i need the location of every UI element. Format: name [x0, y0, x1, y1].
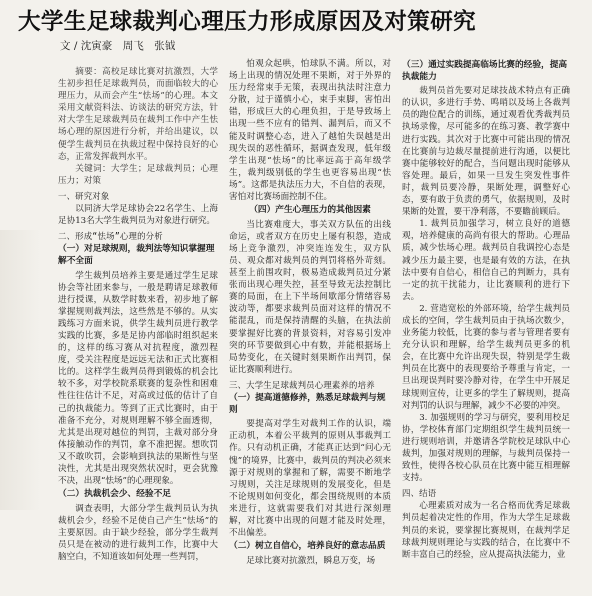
list-item: 1. 裁判员加强学习，树立良好的道德观，培养健康的高尚有很大的帮助。心理品质，减少怯场心理。裁判员自我调控心态是减少压力最主要，也是最有效的方法，在执法中要有自信心，相信自己的判断力，具有一定的抗干扰能力，让比赛顺利的进行下去。	[402, 219, 570, 302]
section-heading: 三、大学生足球裁判员心理素养的培养	[229, 379, 375, 390]
list-item: 3. 加强规则的学习与研究，要利用校足协，学校体育部门定期组织学生裁判员统一进行规则培训，并邀请各学院校足球队中心裁判，加强对规则的理解，与裁判员保持一致性，使得各校心队员在比赛中能互相理解支持。	[402, 412, 570, 484]
paragraph: 心理素质对成为一名合格而优秀足球裁判员起着决定性的作用，作为大学生足球裁判员的来说，要掌握比赛规则，在裁判学足球裁判规则理论与实践的结合，在比赛中不断丰富自己的经验，应从提高执法能力，业	[402, 501, 570, 560]
abstract: 摘要：高校足球比赛对抗激烈，大学生初步担任足球裁判员，而面临较大的心理压力，从而会产生“怯场”的心理。本文采用文献资料法、访谈法的研究方法，针对大学生足球裁判员在裁判工作中产生怯场心理的原因进行分析，并给出建议，以便学生裁判员在执裁过程中保持良好的心态，正常发挥裁判水平。	[58, 67, 218, 162]
column-2	[229, 58, 391, 596]
paragraph: 调查表明，大部分学生裁判员认为执裁机会少，经验不足使自己产生“怯场”的主要原因。由于缺少经验，部分学生裁判员只是在被动的进行裁判工作，比赛中大脑空白，不知道该如何处理一些判罚，	[58, 503, 218, 563]
subsection-heading: （一）对足球规则，裁判法等知识掌握理解不全面	[58, 244, 215, 266]
subsection-heading: （二）树立自信心，培养良好的意志品质	[229, 541, 386, 552]
section-heading: 一、研究对象	[58, 190, 110, 201]
paragraph: 裁判员首先要对足球技战术特点有正确的认识，多进行手势、鸣哨以及场上各裁判员的跑位配合的训练，通过观看优秀裁判员执场录像，尽可能多的在练习赛、教学赛中进行实践。其次对于比赛中可能出现的情况在比赛前与边裁尽量提前进行沟通，以便比赛中能够较好的配合，当问题出现时能够从容处理。最后，如果一旦发生突发性事件时，裁判员要冷静，果断处理，调整好心态，要有敢于负责的勇气，依据规则，及时果断的处置，要干净利落，不要瞻前顾后。	[402, 86, 570, 218]
article-title: 大学生足球裁判心理压力形成原因及对策研究	[18, 9, 477, 35]
section-heading: 四、结语	[402, 488, 437, 499]
paragraph: 要提高对学生对裁判工作的认识，端正动机，本着公平裁判的原则从事裁判工作。只有动机正确，才能真正达到“问心无愧”的境界，比赛中，裁判员的判决必须来源于对规则的掌握和了解，需要不断地学习规则，关注足球规则的发展变化，但是不论规则如何变化，都会围绕规则的本质来进行，这就需要我们对其进行深刻理解，对比赛中出现的问题才能及时处理，不出偏差。	[229, 419, 391, 539]
column-3	[402, 58, 570, 596]
paragraph: 足球比赛对抗激烈，瞬息万变，场	[246, 555, 376, 566]
keywords: 关键词：大学生；足球裁判员；心理压力；对策	[58, 163, 218, 186]
paragraph: 以同济大学足球协会22名学生、上海足协13名大学生裁判员为对象进行研究。	[58, 204, 218, 227]
paragraph: 怕观众起哄，怕球队不满。所以，对场上出现的情况处理不果断，对于外界的压力经常束手无策，表现出执法时注意力分散，过于谨慎小心，束手束脚，害怕出错，形成巨大的心理负担，于是导致场上出现一些不应有的错判、漏判后，而又不能及时调整心态，进入了越怕失误越是出现失误的恶性循环，据调查发现，低年级学生出现“怯场”的比率远高于高年级学生，裁判级别低的学生也更容易出现“怯场”。这都是执法压力大，不自信的表现，害怕对比赛场面控制不住。	[229, 59, 391, 203]
subsection-heading: （二）执裁机会少、经验不足	[58, 489, 171, 500]
paragraph: 学生裁判员培养主要是通过学生足球协会等社团来参与，一般是聘请足球教师进行授课，从数学时数来看，初步地了解掌握规则裁判法，这些然是不够的。从实践练习方面来说，供学生裁判员进行教学实践的比赛，多是足协内部临时组织起来的，这样的练习赛从对抗程度，激烈程度，受关注程度是远远无法和正式比赛相比的。这样学生裁判员得到锻炼的机会比较不多，对学校院系联赛的复杂性和困难性往往估计不足，对高或过低的估计了自己的执裁能力。等到了正式比赛时，由于准备不充分，对规则理解不够全面透彻，尤其是出现对越位的判罚，主裁对部分身体接触动作的判罚，拿不准把握。想吹罚又不敢吹罚，会影响到执法的果断性与坚决性，尤其是出现突然状况时，更会犹豫不决，出现“怯场”的心理现象。	[58, 270, 218, 487]
column-1	[58, 58, 218, 596]
subsection-heading: （四）产生心理压力的其他因素	[249, 205, 371, 216]
subsection-heading: （三）通过实践提高临场比赛的经验，提高执裁能力	[402, 60, 568, 82]
article-authors: 文 / 沈寅豪 周飞 张钺	[60, 40, 176, 52]
list-item: 2. 营造宽松的外部环境，给学生裁判员成长的空间，学生裁判员由于执场次数少，业务能力较低，比赛的参与者与管理者要有充分认识和理解，给学生裁判员更多的机会，在比赛中允许出现失误，特别是学生裁判员在比赛中的表现要给予尊重与肯定，一旦出现误判时要冷静对待，在学生中开展足球规则宣传，让更多的学生了解规则，提高对判罚的认识与理解，减少不必要的冲突。	[402, 303, 570, 411]
paragraph: 当比赛难度大，事关双方队伍的出线命运，或者双方在历史上屡有积怨，造成场上竞争激烈，冲突连连发生，双方队员、观众都对裁判员的判罚将格外苛刻。甚至上前围攻时，极易造成裁判员过分紧张而出现心理失控，甚至导致无法控制比赛的局面，在上下半场间歇部分情绪容易波动等，都要求裁判员面对这样的情况不能混乱，而是保持清醒的头脑，在执法前要掌握好比赛的背景资料，对容易引发冲突的环节要做到心中有数，并能根据场上局势变化，在关键时刻果断作出判罚，保证比赛顺利进行。	[229, 219, 391, 375]
page-gutter-shadow	[0, 230, 40, 510]
section-heading: 二、形成“怯场”心理的分析	[58, 231, 163, 242]
subsection-heading: （一）提高道德修养，熟悉足球裁判与规则	[229, 393, 386, 415]
